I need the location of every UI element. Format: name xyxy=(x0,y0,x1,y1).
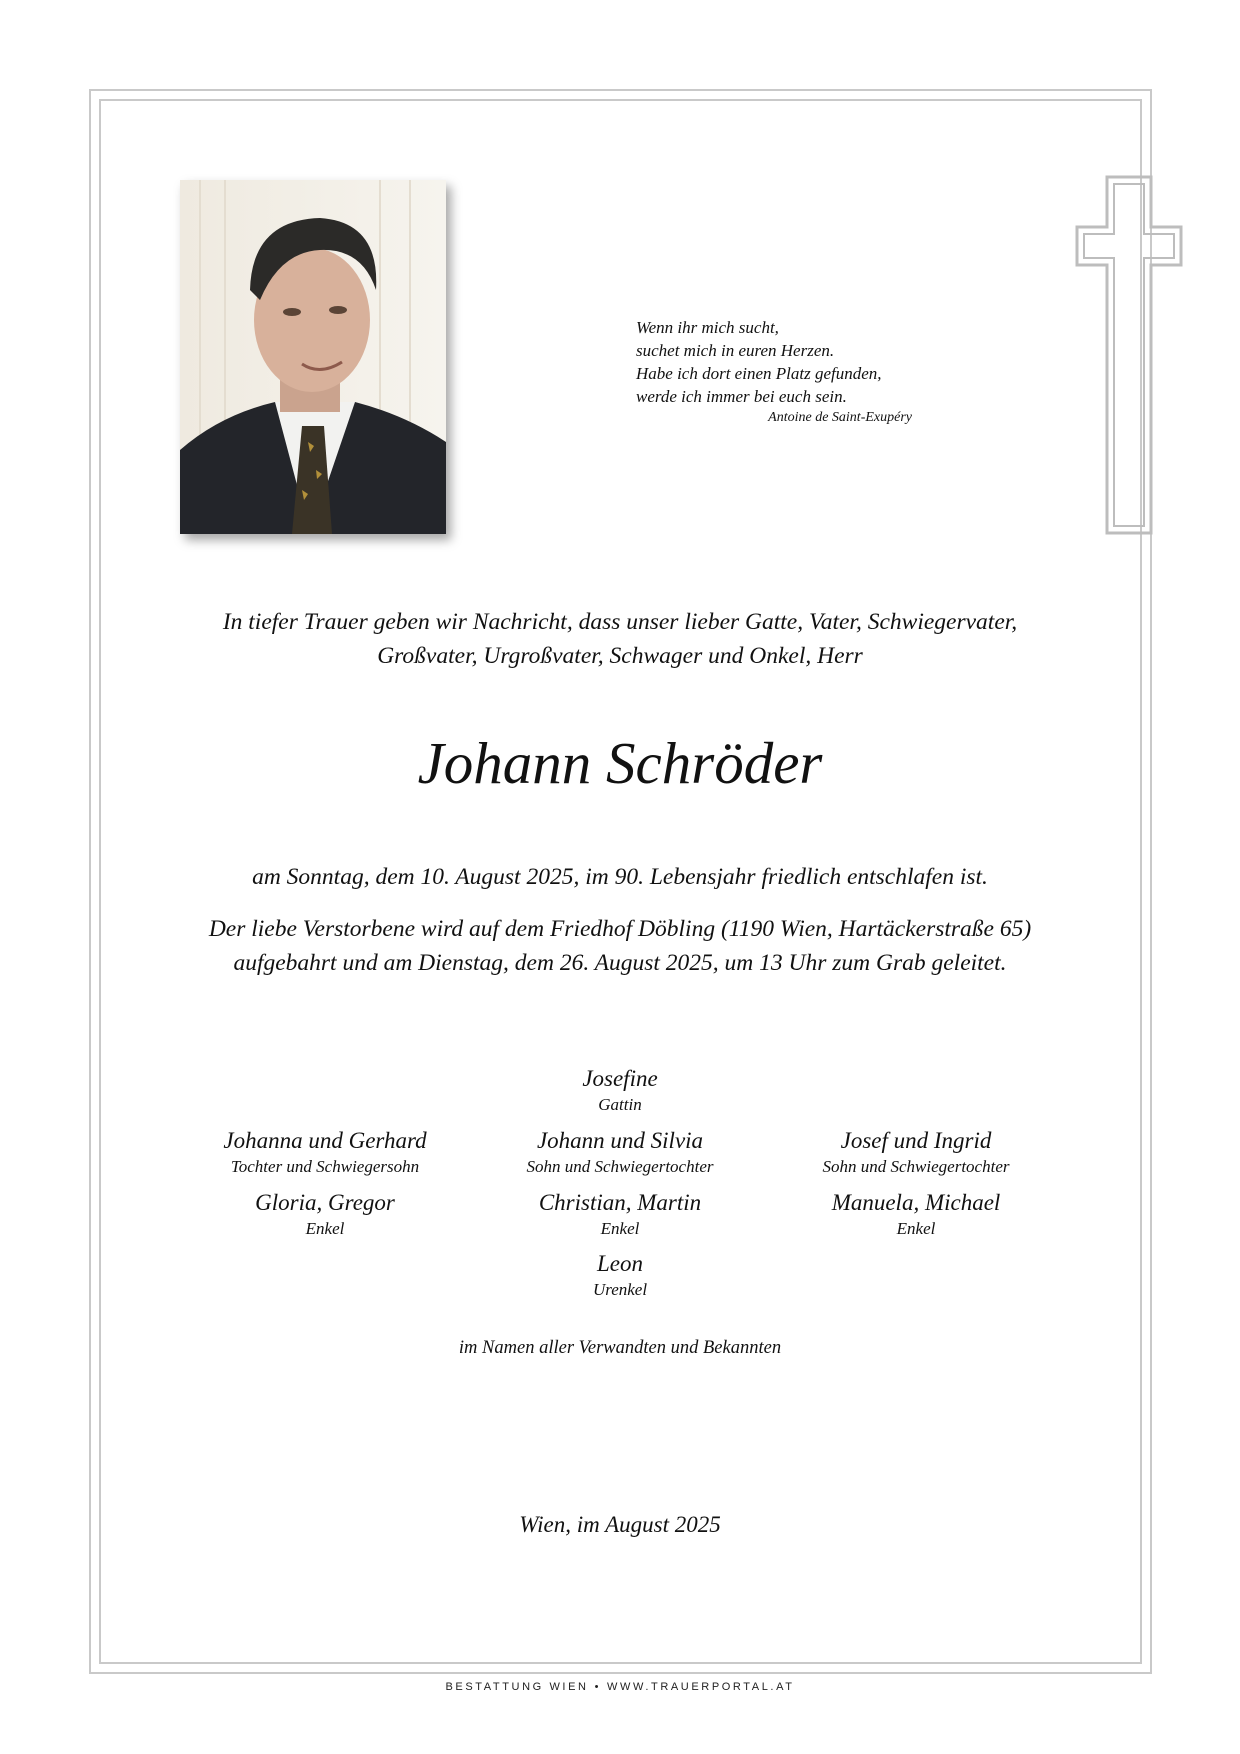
funeral-info xyxy=(130,912,1110,980)
quote-line: suchet mich in euren Herzen. xyxy=(636,341,835,360)
quote-line: Wenn ihr mich sucht, xyxy=(636,318,779,337)
closing-line: im Namen aller Verwandten und Bekannten xyxy=(458,1338,782,1358)
family-name: Leon xyxy=(597,1251,643,1276)
portrait-photo xyxy=(180,180,446,534)
family-relation: Sohn und Schwiegertochter xyxy=(822,1157,1010,1176)
quote-block xyxy=(636,316,926,428)
announcement-intro xyxy=(130,605,1110,673)
quote-author: Antoine de Saint-Exupéry xyxy=(768,410,912,425)
family-name: Josefine xyxy=(582,1066,658,1091)
footer-company: BESTATTUNG WIEN xyxy=(445,1681,589,1693)
family-relation: Tochter und Schwiegersohn xyxy=(230,1157,420,1176)
funeral-line: Der liebe Verstorbene wird auf dem Friedhof Döbling (1190 Wien, Hartäckerstraße 65) xyxy=(208,916,1032,942)
footer xyxy=(0,1681,1240,1693)
family-relation: Urenkel xyxy=(592,1280,648,1299)
footer-website[interactable]: WWW.TRAUERPORTAL.AT xyxy=(607,1681,795,1693)
family-great-grandchild xyxy=(470,1249,770,1301)
family-spouse xyxy=(470,1064,770,1116)
family-name: Johann und Silvia xyxy=(536,1128,704,1153)
place-date: Wien, im August 2025 xyxy=(519,1512,721,1537)
footer-separator: • xyxy=(594,1681,602,1693)
family-child-1 xyxy=(175,1126,475,1178)
family-grandchildren-1 xyxy=(175,1188,475,1240)
quote-line: werde ich immer bei euch sein. xyxy=(636,387,847,406)
intro-line: Großvater, Urgroßvater, Schwager und Onkel, Herr xyxy=(377,643,863,669)
family-relation: Enkel xyxy=(305,1219,345,1238)
family-name: Christian, Martin xyxy=(538,1190,702,1215)
family-grandchildren-3 xyxy=(766,1188,1066,1240)
family-relation: Gattin xyxy=(598,1095,642,1114)
quote-line: Habe ich dort einen Platz gefunden, xyxy=(636,364,882,383)
family-name: Manuela, Michael xyxy=(831,1190,1001,1215)
family-name: Gloria, Gregor xyxy=(255,1190,395,1215)
family-relation: Sohn und Schwiegertochter xyxy=(526,1157,714,1176)
family-grandchildren-2 xyxy=(470,1188,770,1240)
family-relation: Enkel xyxy=(896,1219,936,1238)
cross-icon xyxy=(1073,175,1185,537)
family-child-2 xyxy=(470,1126,770,1178)
deceased-name: Johann Schröder xyxy=(417,730,823,796)
family-name: Johanna und Gerhard xyxy=(223,1128,427,1153)
family-relation: Enkel xyxy=(600,1219,640,1238)
death-text: am Sonntag, dem 10. August 2025, im 90. Lebensjahr friedlich entschlafen ist. xyxy=(252,864,988,890)
family-name: Josef und Ingrid xyxy=(840,1128,992,1153)
family-child-3 xyxy=(766,1126,1066,1178)
intro-line: In tiefer Trauer geben wir Nachricht, dass unser lieber Gatte, Vater, Schwiegervater, xyxy=(222,609,1018,635)
funeral-line: aufgebahrt und am Dienstag, dem 26. August 2025, um 13 Uhr zum Grab geleitet. xyxy=(233,950,1007,976)
